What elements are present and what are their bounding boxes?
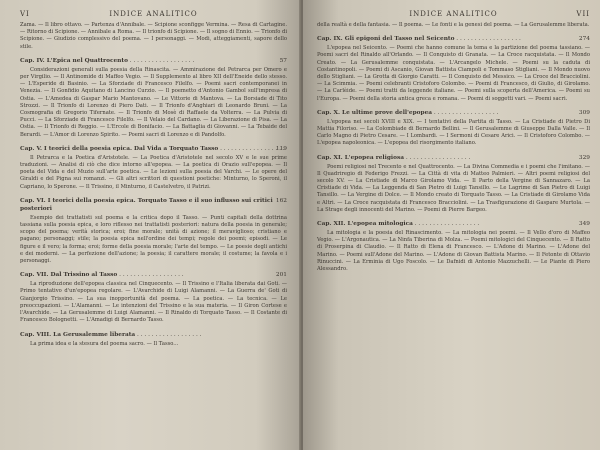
chapter-number: Cap. IX. [317, 36, 343, 43]
chapter-summary: Esempio dei trattatisti sul poema e la critica dopo il Tasso. — Punti capitali della dottrina tassiana sulla poesia epica, e loro riflesso nei trattatisti posteriori: natura della poesia in generale; scopo del poema; verità storica; eroi; fine morale; unità di azione; il meraviglioso; cristiano e pagano; personaggi; stile; la poesia epica nell'ordine dei tempi; regole dei poemi; episodi. — Le figure e il vero; la forma; eroi; forme della poesia morale; l'arte del tempo. — Le poesie degli antichi e dei moderni. — La perfezione dell'azione; la poesia; il carattere morale; il costume; la favola e i personaggi. [20, 214, 287, 265]
chapter-number: Cap. V. [20, 145, 42, 152]
chapter-title: L'epopea religiosa . . . [345, 155, 471, 161]
chapter-number: Cap. VIII. [20, 331, 52, 338]
chapter-page: 309 [578, 109, 590, 116]
left-header-title: INDICE ANALITICO [109, 10, 198, 18]
left-intro-text: Zama. — Il libro ottavo. — Partenza d'Annibale. — Scipione sconfigge Vermina. — Resa di Cartagine. — Ritorno di Scipione. — Annibale a Roma. — Il trionfo di Scipione. — Il sogno di Ennio. — Trionfo di Scipione. — Giudizio complessivo del poema. — I personaggi. — Modi, atteggiamenti, sapore dello stile. [20, 22, 287, 50]
chapter-number: Cap. VII. [20, 272, 49, 279]
chapter-summary: L'epopea nei secoli XVIII e XIX. — I tentativi della Partita di Tasso. — La Cristiade di Pietro Di Mattia Filoriso. — La Colombiade di Bernardo Bellini. — Il Gerusalemme di Giuseppe Dalla Valle. — Il Carlo Magno di Pietro Cesare. — I Lombardi. — I Sermoni di Cesare Arici. — Il Cristoforo Colombo. — L'epopea napoleonica. — L'epopea del risorgimento italiano. [317, 118, 590, 147]
chapter-summary: Considerazioni generali sulla poesia della Rinascita. — Ammirazione del Petrarca per Omero e per Virgilio. — Il Antinomide di Maffeo Vegio. — Il Supplemento al libro XII dell'Eneide dello stesso. — L'Esperide di Basinio. — La Sforziade di Francesco Filelfo. — Poemi sacri contemporanei in Venezia. — Il Gonfidio Aquitano di Lancino Curzio. — Il poemetto d'Antonio Gambol sull'impresa di Ostia. — L'Amedea di Gaspar Mario Mantovano. — Le Vittorie di Mantova. — La Borsiade di Tito Strozzi. — Il Trionfo di Lorenzo di Piero Dati. — Il Trionfo d'Anghiari di Leonardo Bruni. — La Cosmografia di Gregorio Tifernate. — Il Trionfo di Mosè di Raffaele da Volterra. — La Pulvia di Pucci. — La Sforziade di Francesco Filelfo. — Il Velaio del Cardano. — La Liberazione di Pisa. — La Ostia. — Il Trionfo di Reggio. — L'Ercole di Bonifacio. — La Battaglia di Giovanni. — La Tebaide del Berardi. — L'Amor di Lorenzo Spirito. — Poemi sacri di Lorenzo e di Pandolfo. [20, 66, 287, 138]
chapter-number: Cap. X. [317, 109, 340, 116]
chapter-page: 57 [279, 57, 287, 64]
chapter-heading [20, 271, 287, 279]
chapter-heading [317, 220, 590, 228]
chapter-heading [317, 109, 590, 117]
chapter-heading [317, 35, 590, 43]
chapter-heading [20, 197, 287, 213]
chapter-title: I teorici della poesia epica. Torquato Tasso e il suo influsso sui critici posteriori [20, 197, 273, 212]
chapter-heading [317, 154, 590, 162]
chapter-heading [20, 331, 287, 339]
chapter-number: Cap. XII. [317, 221, 346, 228]
right-header-title: INDICE ANALITICO [409, 10, 498, 18]
chapter-summary: La prima idea e la stesura del poema sacro. — Il Tasso... [30, 340, 179, 347]
chapter-page: 162 [275, 197, 287, 204]
chapter-page: 201 [275, 272, 287, 279]
chapter-number: Cap. XI. [317, 154, 343, 161]
chapter-title: L'Epica nel Quattrocento . . . [47, 58, 195, 64]
chapter-summary: Il Petrarca e la Poetica d'Aristotele. — La Poetica d'Aristotele nel secolo XV e le sue prime traduzioni. — Analisi di ciò che dice intorno all'epopea. — La poetica di Orazio sull'epopea. — Il poeta del Vida e del Muzio sull'arte poetica. — Le lezioni sulla poesia del Varchi. — Le opere del Giraldi e del Pigna sui romanzi. — Gli altri scrittori di questioni poetiche: Minturno, lo Speroni, il Capriano, lo Sperone. — Il Trissino, il Minturno, il Castelvetro, il Patrizi. [20, 154, 287, 190]
chapter-number: Cap. IV. [20, 57, 45, 64]
chapter-summary: Poemi religiosi nel Trecento e nel Quattrocento. — La Divina Commedia e i poemi che l'imitano. — Il Quadriregio di Federigo Frezzi. — La Città di vita di Matteo Palmieri. — Altri poemi religiosi del secolo XV. — La Cristiade di Marco Girolamo Vida. — Il Parto della Vergine di Sannazaro. — La Cristiade di Vida. — La Leggenda di San Pietro di Luigi Tansillo. — Le Lagrime di San Pietro di Luigi Tansillo. — La Vergine di Dolce. — Il Mondo creato di Torquato Tasso. — La Cristiade di Girolamo Vida e Altri. — La Croce racquistata di Francesco Bracciolini. — La Trasfigurazione di Gaspare Murtola. — La Strage degli innocenti del Marino. — Poemi di Pierre Bargeo. [317, 163, 590, 213]
left-running-head [20, 8, 287, 22]
chapter-summary: La mitologia e la poesia del Rinascimento. — La mitologia nei poemi. — Il Vello d'oro di Maffeo Vegio. — L'Argonautica. — La Ninfa Tiberina di Molza. — Poemi mitologici del Cinquecento. — Il Ratto di Proserpina di Claudio. — Il Ratto di Elena di Francesco. — L'Adone di Marino. — L'Adone del Marino. — Poemi sull'Adone del Marino. — L'Adone di Giovan Battista Marino. — Il Fetonte di Ottavio Rinuccini. — La Erminia di Ugo Foscolo. — Le Dafnidi di Antonio Mazzuchelli. — Le Piante di Piero Alessandro. [317, 230, 590, 273]
chapter-title: Dal Trissino al Tasso . . . [50, 272, 183, 278]
chapter-heading [20, 57, 287, 65]
chapter-page: 349 [578, 221, 590, 228]
chapter-heading [20, 145, 287, 153]
chapter-page: 329 [578, 154, 590, 161]
chapter-page: 274 [578, 36, 590, 43]
right-page [303, 0, 600, 450]
chapter-page: 119 [275, 145, 287, 152]
chapter-title: L'epopea mitologica . . . [347, 221, 479, 227]
right-running-head [317, 8, 590, 22]
chapter-number: Cap. VI. [20, 197, 46, 204]
right-intro-text: della realtà e della fantasia. — Il poema. — Le fonti e la genesi del poema. — La Gerusalemme liberata. [317, 22, 590, 28]
chapter-title: Gli epigoni del Tasso nel Seicento . . . [345, 36, 521, 42]
right-page-number: VII [576, 10, 590, 18]
chapter-title: Le ultime prove dell'epopea . . . [342, 110, 498, 116]
chapter-summary: L'epopea nel Seicento. — Poemi che hanno comune la tema e la partizione del poema tassiano. — Poemi sacri del Rinaldo all'Orlando. — Il Conquisto di Granata. — La Croce racquistata. — Il Mondo Creato. — La Gerusalemme conquistata. — L'Arcangelo Michele. — Poemi su la caduta di Costantinopoli. — Poemi di Ascanio, Giovan Battista Ciampoli e Tommaso Stigliani. — Il Mondo nuovo dello Stigliani. — La Grotta di Giorgio Caratti. — Il Conquisto del Messico. — La Croce del Bracciolini. — La Scimmia. — Poemi celebranti Cristoforo Colombo. — Poemi di Francesco, di Giulio, di Girolamo. — La Carlèide. — Poemi tratti da leggende italiane. — Poemi sulla scoperta dell'America. — Poemi su l'Europa. — Poemi della storia antica greca e romana. — Poemi di soggetti vari. — Poemi sacri. [317, 45, 590, 102]
chapter-title: I teorici della poesia epica. Dal Vida a Torquato Tasso . . . [44, 146, 285, 152]
chapter-title: La Gerusalemme liberata . . . [53, 332, 201, 338]
left-page-number: VI [20, 10, 30, 18]
chapter-summary: La riproduzione dell'epopea classica nel Cinquecento. — Il Trissino e l'Italia liberata dai Goti. — Primo tentativo d'un'epopea regolare. — L'Avarchide di Luigi Alamanni. — La Guerra de' Goti di Gianjorgio Trissino. — La sua inopportunità del poema. — La poetica. — La tecnica. — Le preoccupazioni. — L'Alamanni. — Le intenzioni del Trissino e la sua materia. — Il Giron Cortese e l'Avarchide. — La Gerusalemme di Luigi Alamanni. — Il Rinaldo di Torquato Tasso. — Il Costante di Francesco Bolognetti. — L'Amadigi di Bernardo Tasso. [20, 281, 287, 324]
